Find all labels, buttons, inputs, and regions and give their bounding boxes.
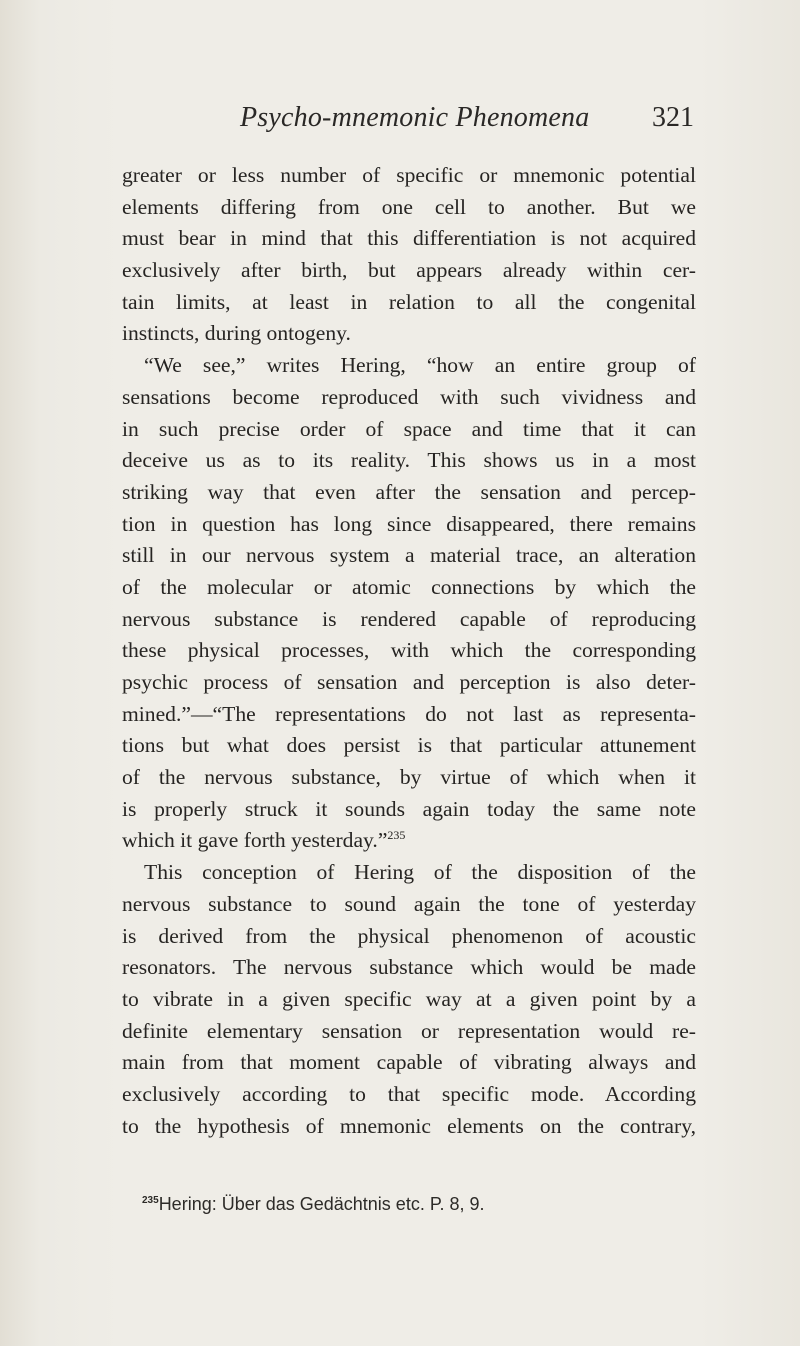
text-line: is properly struck it sounds again today the same note [122,796,696,821]
text-line: nervous substance to sound again the tone of yesterday [122,891,696,916]
text-line: these physical processes, with which the corresponding [122,638,696,663]
text-line: in such precise order of space and time that it can [122,416,696,441]
text-line: main from that moment capable of vibrating always and [122,1050,696,1075]
text-line: psychic process of sensation and perception is also deter- [122,670,696,694]
text-line: elements differing from one cell to another. But we [122,194,696,219]
text-line: striking way that even after the sensation and percep- [122,479,696,504]
text-line: is derived from the physical phenomenon of acoustic [122,923,696,948]
text-line: exclusively after birth, but appears already within cer- [122,258,696,283]
text-line: “We see,” writes Hering, “how an entire group of [144,353,696,378]
text-line: must bear in mind that this differentiation is not acquired [122,226,696,251]
text-line: exclusively according to that specific mode. According [122,1081,696,1106]
text-line: definite elementary sensation or representation would re- [122,1018,696,1043]
text-line: mined.”—“The representations do not last as representa- [122,701,696,726]
text-line-with-note [122,825,696,857]
text-line: tion in question has long since disappeared, there remains [122,511,696,536]
text-line: instincts, during ontogeny. [122,321,351,346]
text-line: tions but what does persist is that particular attunement [122,733,696,758]
text-line: to the hypothesis of mnemonic elements on the contrary, [122,1113,696,1138]
page-number: 321 [652,102,694,133]
footnote-mark: 235 [142,1195,159,1206]
footnote [142,1194,702,1215]
text-line: greater or less number of specific or mnemonic potential [122,163,696,187]
text-line: deceive us as to its reality. This shows us in a most [122,448,696,473]
text-line: of the molecular or atomic connections by which the [122,574,696,599]
footnote-text: Hering: Über das Gedächtnis etc. P. 8, 9. [158,1194,485,1214]
text-line: This conception of Hering of the disposition of the [144,860,696,885]
footnote-reference: 235 [387,828,406,843]
text-line: which it gave forth yesterday.” [122,828,388,853]
text-line: sensations become reproduced with such vividness and [122,384,696,409]
body-text [122,160,696,1142]
text-line: of the nervous substance, by virtue of which when it [122,765,696,790]
text-line: resonators. The nervous substance which would be made [122,955,696,980]
running-head [122,102,694,142]
text-line: to vibrate in a given specific way at a given point by a [122,986,696,1011]
text-line: still in our nervous system a material trace, an alteration [122,543,696,568]
text-line: tain limits, at least in relation to all the congenital [122,289,696,314]
text-line: nervous substance is rendered capable of reproducing [122,606,696,631]
running-title: Psycho-mnemonic Phenomena [240,102,590,133]
